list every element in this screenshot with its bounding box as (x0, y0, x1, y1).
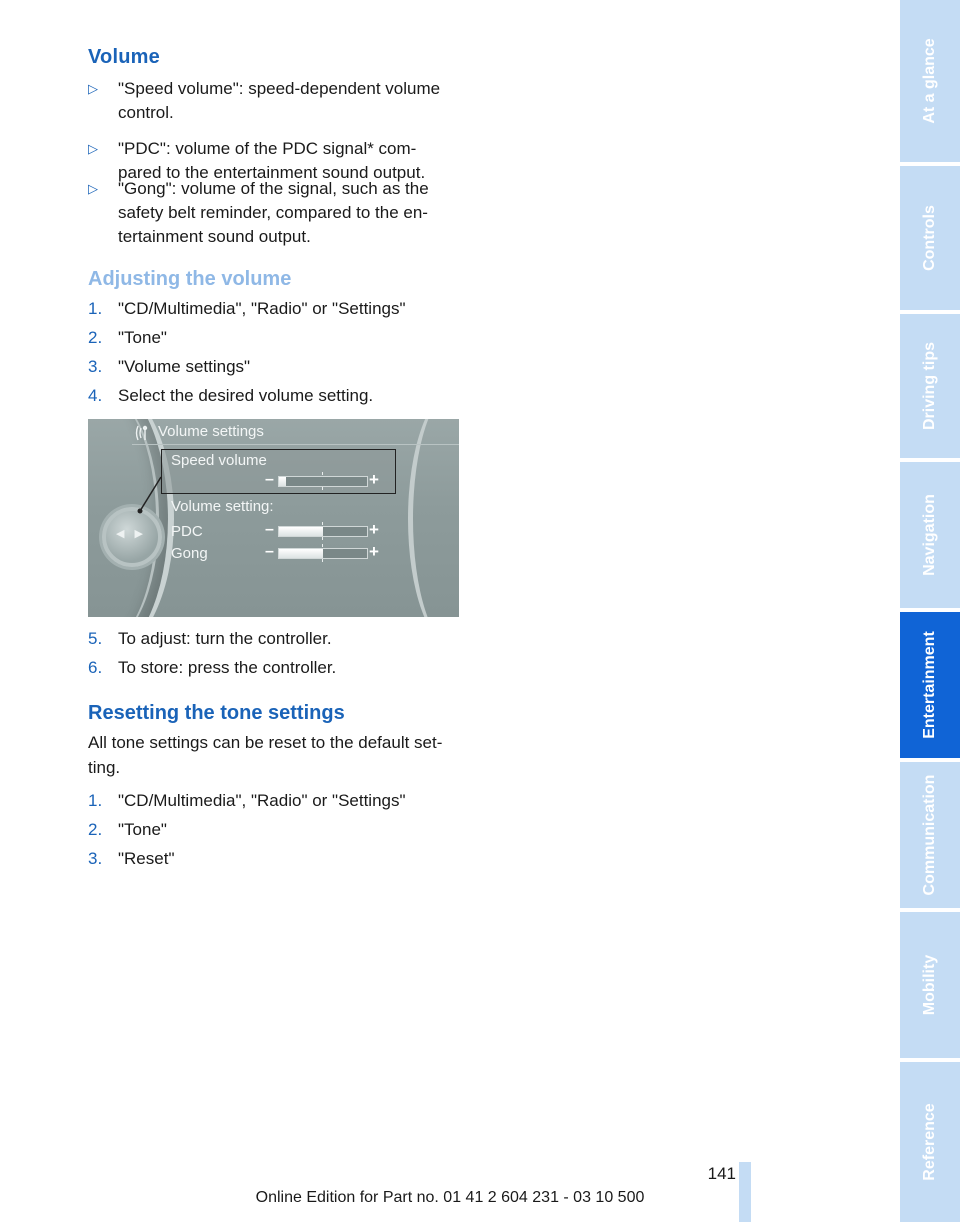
bullet-triangle-icon: ▷ (88, 81, 98, 96)
step-text: "Tone" (118, 328, 167, 347)
step-number: 3. (88, 849, 103, 868)
step-text: To store: press the controller. (118, 658, 337, 677)
tab-reference[interactable] (900, 1062, 960, 1222)
tab-communication[interactable] (900, 762, 960, 908)
paragraph-line: All tone settings can be reset to the default set- (88, 733, 443, 752)
bullet-text: "Gong": volume of the signal, such as the (118, 179, 429, 198)
gong-plus: + (369, 542, 379, 561)
tab-label: Entertainment (921, 631, 938, 739)
bullet-triangle-icon: ▷ (88, 181, 98, 196)
section-heading-resetting: Resetting the tone settings (88, 702, 345, 724)
step-text: "CD/Multimedia", "Radio" or "Settings" (118, 299, 406, 318)
pdc-minus: – (265, 521, 274, 538)
tab-controls[interactable] (900, 166, 960, 310)
step-text: "Volume settings" (118, 357, 251, 376)
step-number: 3. (88, 357, 103, 376)
speed-volume-plus: + (369, 470, 379, 489)
speed-volume-minus: – (265, 471, 274, 488)
callout-pointer-line (88, 419, 459, 617)
step-number: 2. (88, 820, 103, 839)
tab-label: Controls (921, 205, 938, 271)
tab-label: Navigation (921, 494, 938, 576)
tab-entertainment[interactable] (900, 612, 960, 758)
step-number: 6. (88, 658, 103, 677)
tab-label: Communication (921, 774, 938, 896)
screen-title: Volume settings (158, 423, 264, 440)
reset-paragraph (88, 730, 468, 780)
bullet-speed-volume (88, 77, 464, 125)
tab-label: Mobility (921, 954, 938, 1016)
step-number: 1. (88, 299, 103, 318)
footer-edition-text: Online Edition for Part no. 01 41 2 604 231 - 03 10 500 (255, 1189, 645, 1206)
step-number: 4. (88, 386, 103, 405)
section-heading-volume: Volume (88, 46, 160, 68)
volume-setting-label: Volume setting: (171, 498, 274, 515)
bullet-text: "Speed volume": speed-dependent volume (118, 79, 441, 98)
step-text: Select the desired volume setting. (118, 386, 374, 405)
volume-settings-screen-figure (88, 419, 459, 617)
tab-mobility[interactable] (900, 912, 960, 1058)
gong-minus: – (265, 543, 274, 560)
step-number: 1. (88, 791, 103, 810)
pdc-label: PDC (171, 523, 203, 540)
speed-volume-label: Speed volume (171, 452, 267, 469)
tab-at-a-glance[interactable] (900, 0, 960, 162)
pdc-plus: + (369, 520, 379, 539)
step-text: "Tone" (118, 820, 167, 839)
step-text: To adjust: turn the controller. (118, 629, 332, 648)
tab-navigation[interactable] (900, 462, 960, 608)
tab-label: Reference (921, 1103, 938, 1181)
tab-label: Driving tips (921, 341, 938, 431)
step-text: "Reset" (118, 849, 175, 868)
tab-label: At a glance (921, 38, 938, 124)
bullet-text: "PDC": volume of the PDC signal* com- (118, 139, 417, 158)
bullet-text: tertainment sound output. (118, 227, 311, 246)
tab-driving-tips[interactable] (900, 314, 960, 458)
section-heading-adjusting: Adjusting the volume (88, 268, 292, 290)
step-number: 2. (88, 328, 103, 347)
bullet-gong (88, 177, 464, 249)
controller-arrows-icon: ◀▶ (116, 528, 153, 540)
bullet-text: pared to the entertainment sound output. (118, 163, 426, 182)
step-text: "CD/Multimedia", "Radio" or "Settings" (118, 791, 406, 810)
bullet-text: control. (118, 103, 174, 122)
bullet-triangle-icon: ▷ (88, 141, 98, 156)
gong-label: Gong (171, 545, 208, 562)
bullet-text: safety belt reminder, compared to the en- (118, 203, 428, 222)
page-number: 141 (707, 1164, 736, 1183)
paragraph-line: ting. (88, 758, 121, 777)
step-number: 5. (88, 629, 103, 648)
